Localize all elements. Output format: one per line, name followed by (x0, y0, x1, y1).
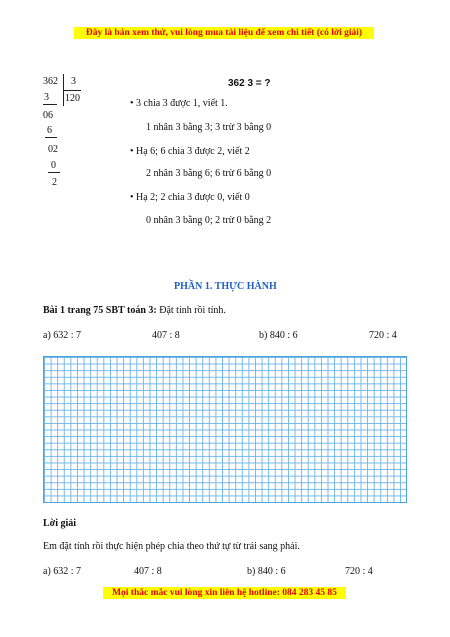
problem-b1: b) 840 : 6 (259, 330, 298, 341)
step1-rule (43, 104, 57, 105)
step2-subtrahend: 6 (47, 125, 52, 136)
step1-subtrahend: 3 (44, 92, 49, 103)
solution-problem-b2: 720 : 4 (345, 566, 373, 577)
step2-rule (45, 137, 57, 138)
explanation-line-3: • Hạ 6; 6 chia 3 được 2, viết 2 (130, 146, 250, 157)
step3-bring-down: 02 (48, 144, 58, 155)
remainder: 2 (52, 177, 57, 188)
solution-problem-b1: b) 840 : 6 (247, 566, 286, 577)
exercise-prompt (43, 305, 226, 317)
explanation-line-6: 0 nhân 3 bằng 0; 2 trừ 0 bằng 2 (146, 215, 272, 226)
preview-notice-banner: Đây là bản xem thử, vui lòng mua tài liệu để xem chi tiết (có lời giải) (74, 27, 374, 39)
explanation-line-1: • 3 chia 3 được 1, viết 1. (130, 98, 228, 109)
explanation-title: 362 3 = ? (228, 78, 271, 89)
problem-a1: a) 632 : 7 (43, 330, 82, 341)
solution-problem-a1: a) 632 : 7 (43, 566, 82, 577)
step3-rule (48, 172, 60, 173)
grid-paper (43, 356, 407, 503)
explanation-line-5: • Hạ 2; 2 chia 3 được 0, viết 0 (130, 192, 250, 203)
solution-heading: Lời giải (43, 518, 77, 529)
problem-b2: 720 : 4 (369, 330, 397, 341)
explanation-line-2: 1 nhân 3 bằng 3; 3 trừ 3 bằng 0 (146, 122, 272, 133)
divisor: 3 (71, 76, 76, 87)
step2-bring-down: 06 (43, 110, 53, 121)
step3-subtrahend: 0 (51, 160, 56, 171)
exercise-instruction: Đặt tính rồi tính. (159, 305, 226, 316)
exercise-label: Bài 1 trang 75 SBT toán 3: (43, 305, 157, 316)
quotient: 120 (65, 93, 80, 104)
explanation-line-4: 2 nhân 3 bằng 6; 6 trừ 6 bằng 0 (146, 168, 272, 179)
solution-problem-a2: 407 : 8 (134, 566, 162, 577)
solution-text: Em đặt tính rồi thực hiện phép chia theo thứ tự từ trái sang phải. (43, 541, 300, 552)
problem-a2: 407 : 8 (152, 330, 180, 341)
division-horizontal-bar (63, 90, 81, 91)
hotline-banner: Mọi thắc mắc vui lòng xin liên hệ hotline: 084 283 45 85 (103, 587, 346, 599)
dividend: 362 (43, 76, 58, 87)
section-title: PHẦN 1. THỰC HÀNH (174, 281, 277, 292)
